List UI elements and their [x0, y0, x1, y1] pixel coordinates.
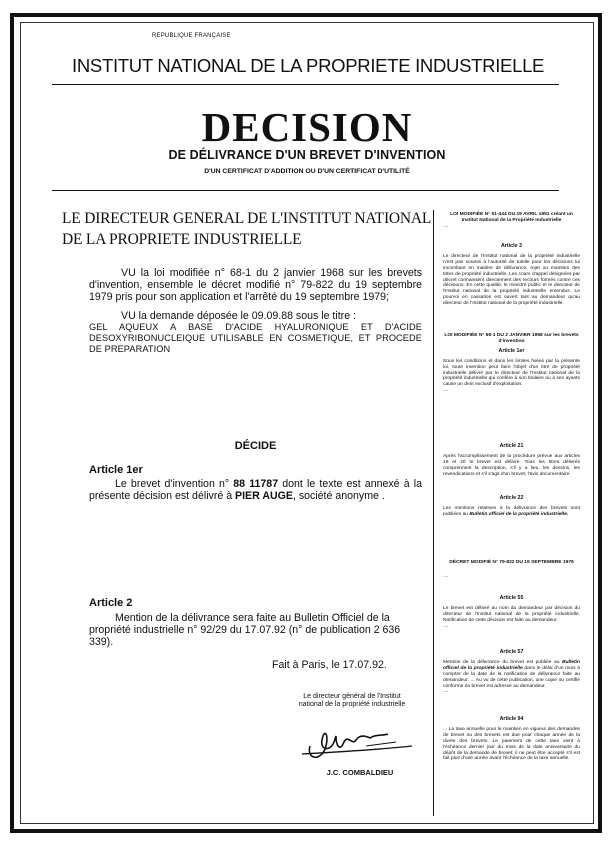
- sidebar-block-art3: [443, 244, 580, 307]
- invention-title: GEL AQUEUX A BASE D'ACIDE HYALURONIQUE ET D'ACIDE DESOXYRIBONUCLEIQUE UTILISABLE EN COSMETIQUE, ET PROCEDE DE PREPARATION: [89, 322, 422, 354]
- art22-bulletin: Bulletin officiel de la propriété industrielle.: [469, 511, 569, 517]
- art3-text: Le directeur de l'Institut national de la propriété industrielle n'est pas soumis à l'autorité de tutelle pour les décisions lui incombant en matière de délivrance, rejet ou maintien des titres de propriété industrielle. Les cours d'appel désignées par décret connaissent directement des recours formés contre ces décisions. En cette qualité, le ministre public et le directeur de l'Institut national de la propriété industrielle entendus. Le pourvoi en cassation est ouvert tant au demandeur qu'au directeur de l'Institut national de la propriété industrielle.: [443, 253, 580, 307]
- patent-holder: PIER AUGE: [235, 490, 293, 502]
- article2-heading: Article 2: [89, 597, 133, 609]
- article1-text: [89, 478, 422, 502]
- decide-heading: DÉCIDE: [234, 440, 277, 452]
- header-rule: [52, 190, 559, 191]
- art57-heading: Article 57: [499, 649, 524, 655]
- article1-heading: Article 1er: [89, 464, 143, 476]
- signer-title-line1: Le directeur général de l'Institut: [303, 693, 401, 700]
- art57-rest: dans le délai d'un mois à compter de la date de la notification de délivrance faite au demandeur. ... Au vu de cette publication, une copie ou certifié conforme du brevet est adressé au demandeur.: [443, 665, 580, 689]
- art1-text: Sous les conditions et dans les limites fixées par la présente loi, toute invention peut faire l'objet d'un titre de propriété industrielle délivré par le directeur de l'Institut national de la propriété industrielle qui confère à son titulaire ou à ses ayants cause un droit exclusif d'exploitation.: [443, 358, 580, 388]
- sidebar-block-art21: [443, 444, 580, 478]
- document-subtitle: DE DÉLIVRANCE D'UN BREVET D'INVENTION: [168, 148, 446, 162]
- institute-name: INSTITUT NATIONAL DE LA PROPRIETE INDUSTRIELLE: [72, 55, 545, 76]
- sidebar-block-art22: [443, 496, 580, 518]
- signer-title-line2: national de la propriété industrielle: [298, 701, 406, 708]
- art55-text: Le brevet est délivré au nom du demandeur par décision du directeur de l'Institut national de la propriété industrielle. Notification de cette décision est faite au demandeur.: [443, 605, 580, 623]
- sidebar-block-art94: [443, 717, 580, 762]
- art21-heading: Article 21: [499, 443, 524, 449]
- document-title: DECISION: [201, 104, 413, 150]
- loi1-heading: LOI MODIFIÉE N° 51-444 DU 19 AVRIL 1951 créant un Institut National de la Propriété Industrielle: [450, 212, 573, 223]
- art3-heading: Article 3: [501, 243, 522, 249]
- art21-text: Après l'accomplissement de la procédure prévue aux articles 19 et 20 le brevet est délivré. Tous les titres délivrés comprennent la description, s'il y a lieu, les dessins, les revendications et s'il s'agit d'un brevet, l'avis documentaire.: [443, 453, 580, 477]
- art55-heading: Article 55: [499, 595, 524, 601]
- top-rule: [52, 84, 559, 85]
- column-divider: [433, 210, 434, 816]
- signer-name: J.C. COMBALDIEU: [326, 768, 394, 777]
- ellipsis: ....: [443, 623, 449, 629]
- republique-label: REPUBLIQUE FRANÇAISE: [152, 33, 231, 39]
- art22-pre: Les mentions relatives à la délivrance des brevets sont publiées au: [443, 505, 580, 517]
- sidebar-block-decret: [443, 560, 580, 580]
- article2-text: Mention de la délivrance sera faite au Bulletin Officiel de la propriété industrielle n° 92/29 du 17.07.92 (n° de publication 2 636 339).: [89, 612, 401, 648]
- sidebar-block-loi1: [443, 212, 580, 230]
- sidebar-block-loi2: [443, 333, 580, 394]
- director-heading: LE DIRECTEUR GENERAL DE L'INSTITUT NATIONAL DE LA PROPRIETE INDUSTRIELLE: [62, 210, 431, 248]
- ellipsis: ....: [443, 223, 449, 229]
- date-place-line: Fait à Paris, le 17.07.92.: [272, 659, 387, 671]
- art94-text: ... La taxe annuelle pour le maintien en vigueur des demandes de brevet ou des brevets est due pour chaque année de la durée des brevets. Le paiement de cette taxe vient à l'échéance dernier jour du mois de la date anniversaire du dépôt de la demande de brevet; il ne peut être accepté s'il est fait plus d'une année avant l'échéance de la taxe annuelle.: [443, 726, 580, 762]
- art22-heading: Article 22: [499, 495, 524, 501]
- art57-bulletin: Bulletin officiel de la propriété industrielle: [443, 659, 580, 671]
- signer-title: [287, 693, 417, 709]
- signature-icon: [296, 716, 416, 764]
- vu-demande-paragraph: VU la demande déposée le 09.09.88 sous le titre :: [121, 310, 356, 322]
- art57-text: [443, 660, 580, 690]
- decret-heading: DÉCRET MODIFIÉ N° 79-822 DU 19 SEPTEMBRE 1979: [449, 560, 574, 565]
- ellipsis: ....: [443, 388, 449, 394]
- article1-pre: Le brevet d'invention n°: [115, 478, 234, 490]
- certificate-line: D'UN CERTIFICAT D'ADDITION OU D'UN CERTIFICAT D'UTILITÉ: [204, 168, 410, 175]
- patent-number: 88 11787: [233, 478, 279, 490]
- loi2-heading: LOI MODIFIÉE N° 68-1 DU 2 JANVIER 1968 sur les brevets d'invention: [444, 333, 579, 344]
- sidebar-block-art57: [443, 650, 580, 695]
- ellipsis: ....: [443, 689, 449, 695]
- art22-text: [443, 506, 580, 518]
- art57-pre: Mention de la délivrance du brevet est publiée au: [443, 659, 563, 665]
- ellipsis: ....: [443, 573, 449, 579]
- article1-mid: dont le texte est annexé à la présente décision est délivré à: [89, 478, 422, 502]
- art94-heading: Article 94: [499, 716, 524, 722]
- article1-post: , société anonyme .: [292, 490, 385, 502]
- sidebar-block-art55: [443, 596, 580, 630]
- art1-heading: Article 1er: [498, 347, 525, 354]
- vu-loi-paragraph: VU la loi modifiée n° 68-1 du 2 janvier 1968 sur les brevets d'invention, ensemble le décret modifié n° 79-822 du 19 septembre 1979 pris pour son application et l'arrêté du 19 septembre 1979;: [89, 267, 422, 303]
